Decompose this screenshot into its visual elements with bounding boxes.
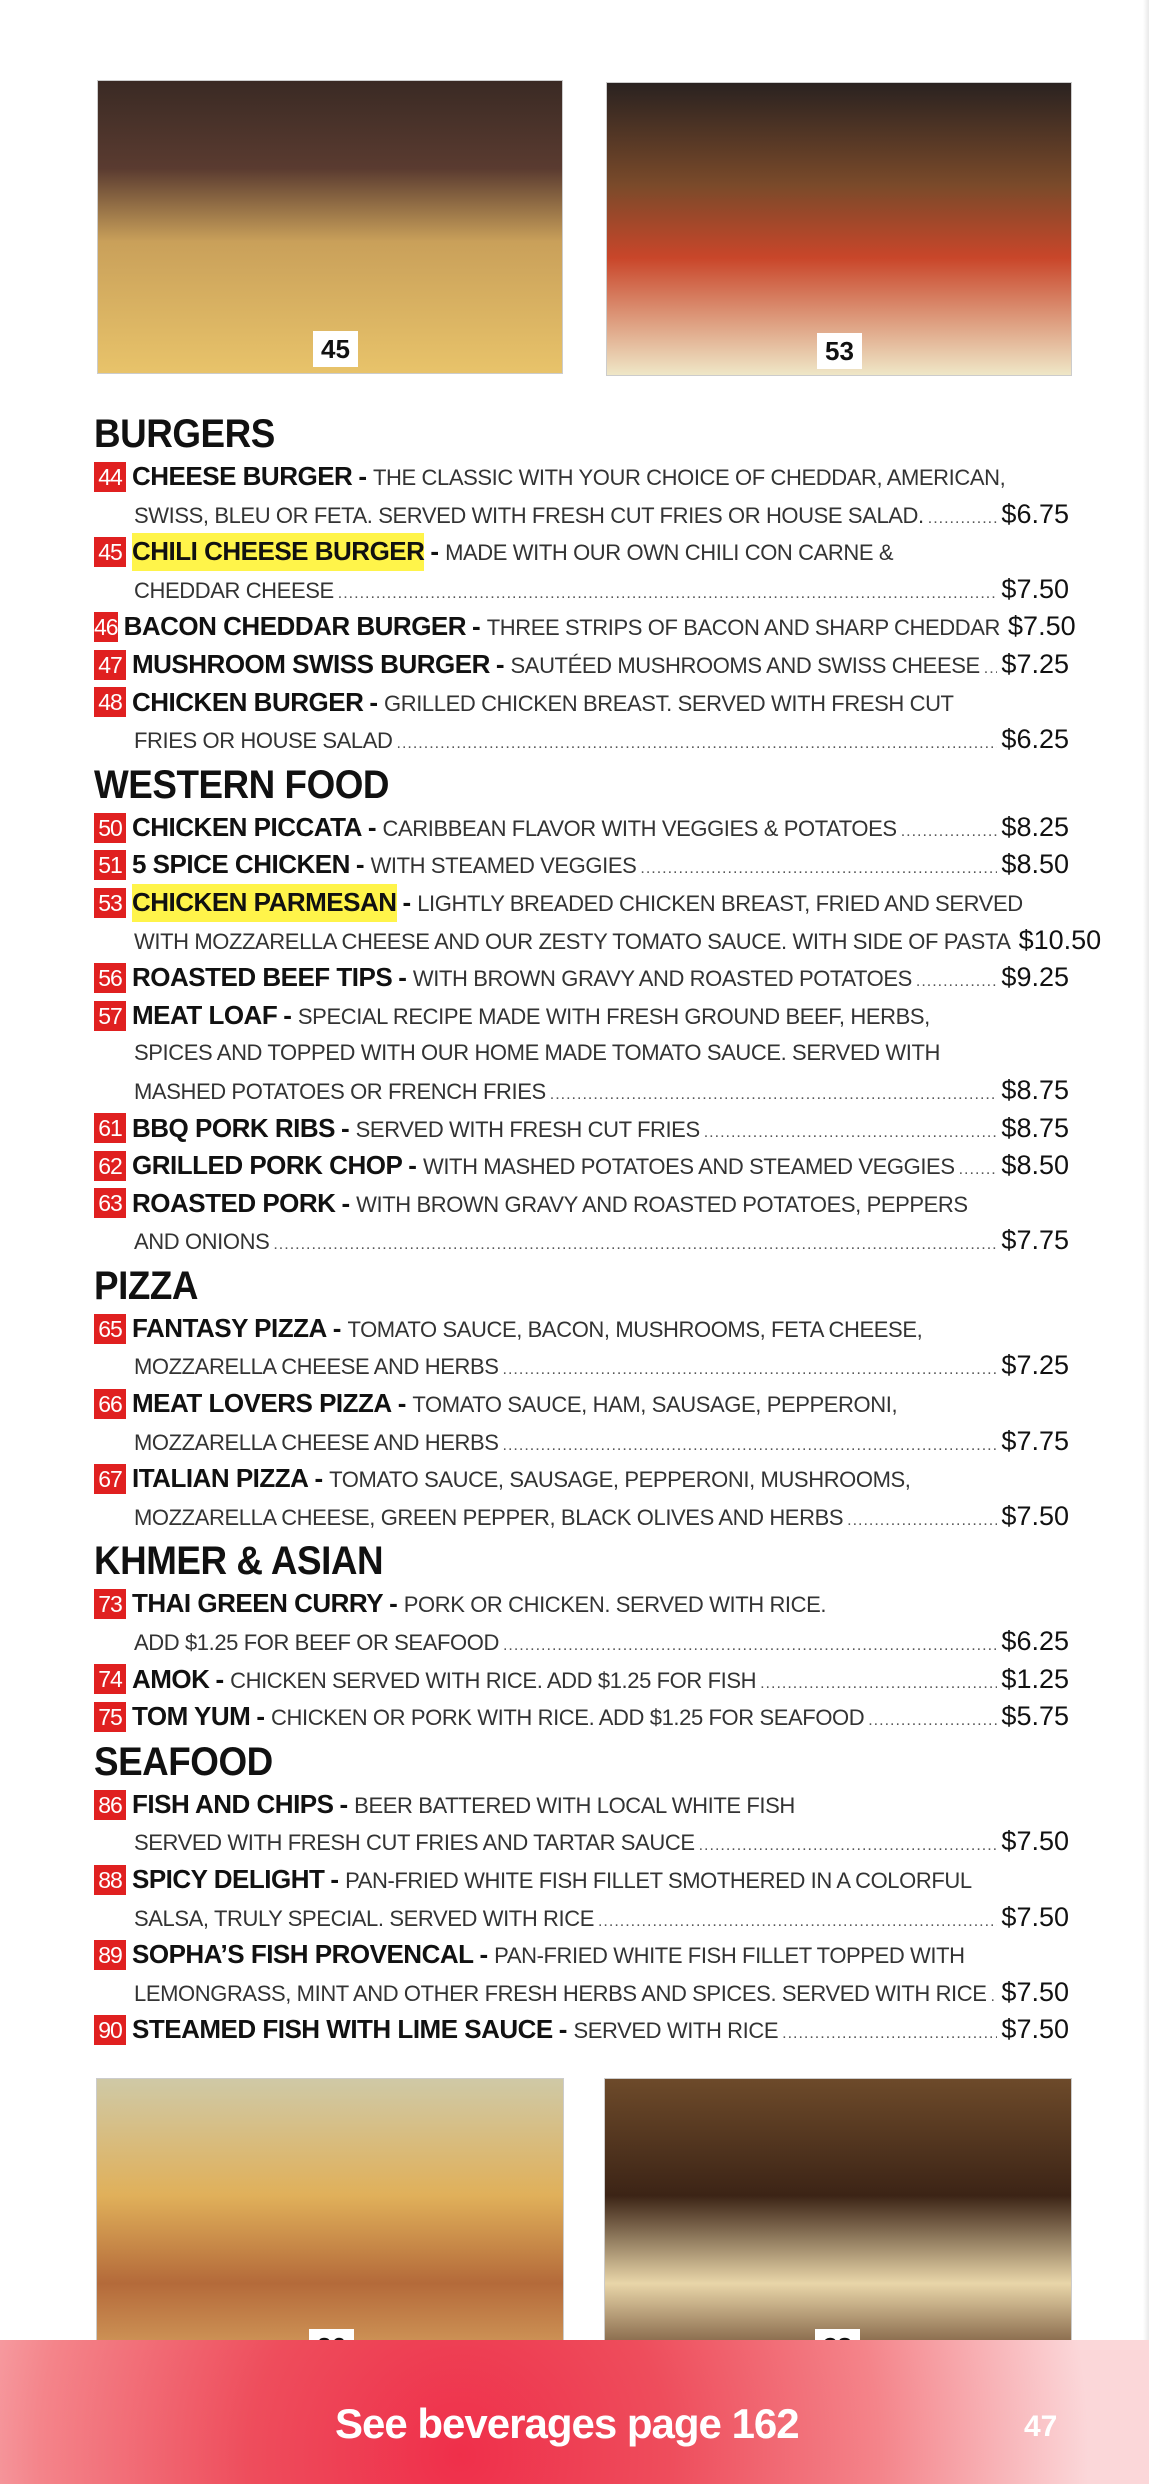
- menu-item: [94, 884, 1102, 959]
- dot-leader: [503, 1427, 998, 1465]
- menu-item-line: [94, 1185, 1069, 1223]
- name-separator: -: [330, 1864, 340, 1894]
- name-separator: -: [340, 1112, 350, 1143]
- menu-item-line: [94, 1661, 1069, 1699]
- item-number-badge: 75: [94, 1702, 126, 1732]
- name-separator: -: [358, 461, 367, 491]
- item-description: SPICES AND TOPPED WITH OUR HOME MADE TOMATO SAUCE. SERVED WITH: [134, 1040, 941, 1066]
- menu-item: [94, 1385, 1069, 1460]
- menu-item-line: [94, 496, 1069, 534]
- item-name: CHICKEN BURGER: [132, 686, 364, 717]
- item-description: CARIBBEAN FLAVOR WITH VEGGIES & POTATOES: [382, 815, 897, 841]
- menu-item-line: [94, 1861, 1069, 1899]
- item-description: LEMONGRASS, MINT AND OTHER FRESH HERBS AND SPICES. SERVED WITH RICE: [134, 1980, 987, 2006]
- item-description: SAUTÉED MUSHROOMS AND SWISS CHEESE: [510, 652, 980, 678]
- item-name: ROASTED BEEF TIPS: [132, 962, 393, 993]
- menu-item-line: [94, 884, 1069, 922]
- item-name: CHEESE BURGER: [132, 461, 353, 491]
- name-separator: -: [389, 1588, 398, 1619]
- item-price: $7.25: [1001, 648, 1069, 679]
- item-name: FISH AND CHIPS: [132, 1788, 334, 1819]
- item-price: $7.75: [1001, 1425, 1069, 1456]
- menu-item-line: [94, 1423, 1069, 1461]
- menu-item-line: [94, 1110, 1069, 1148]
- item-name: CHICKEN PICCATA: [132, 811, 362, 842]
- item-description: SWISS, BLEU OR FETA. SERVED WITH FRESH CUT FRIES OR HOUSE SALAD.: [134, 502, 924, 528]
- item-price: $7.50: [1001, 1901, 1069, 1932]
- item-price: $8.50: [1001, 849, 1069, 880]
- item-description: TOMATO SAUCE, HAM, SAUSAGE, PEPPERONI,: [412, 1392, 898, 1418]
- menu-item-line: [94, 1072, 1069, 1110]
- menu-item-line: [94, 959, 1069, 997]
- menu-item-line: [94, 1310, 1069, 1348]
- item-price: $7.50: [1001, 2014, 1069, 2045]
- item-number-badge: 44: [94, 462, 126, 492]
- dot-leader: [503, 1627, 997, 1665]
- item-name: THAI GREEN CURRY: [132, 1588, 384, 1619]
- item-number-badge: 61: [94, 1113, 126, 1143]
- footer-text: See beverages page 162: [335, 2400, 799, 2447]
- dot-leader: [868, 1702, 997, 1740]
- item-name: CHILI CHEESE BURGER: [132, 533, 424, 571]
- name-separator: -: [558, 2014, 568, 2045]
- item-number-badge: 50: [94, 813, 126, 843]
- menu-item: [94, 1861, 1069, 1936]
- item-name: MEAT LOVERS PIZZA: [132, 1388, 392, 1419]
- item-description: WITH MOZZARELLA CHEESE AND OUR ZESTY TOMATO SAUCE. WITH SIDE OF PASTA: [134, 928, 1011, 954]
- name-separator: -: [256, 1701, 265, 1732]
- item-price: $9.25: [1001, 962, 1069, 993]
- item-name: MEAT LOAF: [132, 999, 278, 1030]
- name-separator: -: [355, 849, 365, 880]
- menu-item: [94, 1185, 1069, 1260]
- dot-leader: [782, 2015, 997, 2053]
- item-price: $6.25: [1001, 1626, 1069, 1657]
- menu-item-line: [94, 533, 1069, 571]
- item-description: MADE WITH OUR OWN CHILI CON CARNE &: [445, 540, 894, 566]
- item-description: SERVED WITH FRESH CUT FRIES: [355, 1116, 700, 1142]
- menu-item-line: [94, 1698, 1069, 1736]
- item-price: $8.75: [1001, 1112, 1069, 1143]
- item-number-badge: 73: [94, 1589, 126, 1619]
- menu-item-line: [94, 1786, 1069, 1824]
- item-name: CHICKEN PARMESAN: [132, 884, 397, 922]
- menu-item-line: [94, 1147, 1069, 1185]
- dot-leader: [338, 575, 998, 613]
- menu-item-line: [94, 809, 1069, 847]
- name-separator: -: [430, 536, 440, 567]
- menu-item: [94, 1310, 1069, 1385]
- item-number-badge: 66: [94, 1389, 126, 1419]
- item-description: FRIES OR HOUSE SALAD: [134, 728, 393, 754]
- photo-badge: 45: [313, 331, 358, 367]
- name-separator: -: [479, 1939, 489, 1970]
- menu-item: [94, 1698, 1069, 1736]
- menu-item-line: [94, 1385, 1069, 1423]
- item-description: MASHED POTATOES OR FRENCH FRIES: [134, 1078, 546, 1104]
- item-description: WITH MASHED POTATOES AND STEAMED VEGGIES: [422, 1154, 955, 1180]
- dot-leader: [503, 1351, 998, 1389]
- item-description: SERVED WITH FRESH CUT FRIES AND TARTAR SAUCE: [134, 1830, 695, 1856]
- item-name: MUSHROOM SWISS BURGER: [132, 648, 490, 679]
- name-separator: -: [402, 886, 412, 917]
- item-description: CHICKEN OR PORK WITH RICE. ADD $1.25 FOR SEAFOOD: [271, 1705, 865, 1731]
- dot-leader: [847, 1502, 997, 1540]
- item-description: PORK OR CHICKEN. SERVED WITH RICE.: [403, 1592, 827, 1618]
- item-name: AMOK: [132, 1663, 210, 1694]
- dot-leader: [640, 850, 997, 888]
- item-name: SPICY DELIGHT: [132, 1864, 325, 1894]
- section-title: SEAFOOD: [94, 1739, 273, 1784]
- menu-item-line: [94, 1034, 1069, 1072]
- item-price: $7.50: [1001, 1826, 1069, 1857]
- name-separator: -: [339, 1788, 349, 1819]
- item-number-badge: 47: [94, 650, 126, 680]
- menu-item: [94, 608, 1076, 646]
- item-price: $1.25: [1001, 1663, 1069, 1694]
- dot-leader: [273, 1226, 997, 1264]
- item-price: $10.50: [1018, 924, 1102, 955]
- dot-leader: [550, 1076, 998, 1114]
- name-separator: -: [215, 1663, 225, 1694]
- item-price: $8.25: [1001, 811, 1069, 842]
- item-description: PAN-FRIED WHITE FISH FILLET SMOTHERED IN A COLORFUL: [345, 1868, 972, 1893]
- item-description: ADD $1.25 FOR BEEF OR SEAFOOD: [134, 1630, 499, 1656]
- menu-item: [94, 1661, 1069, 1699]
- item-description: SALSA, TRULY SPECIAL. SERVED WITH RICE: [134, 1905, 594, 1931]
- menu-item-line: [94, 608, 1076, 646]
- menu-item-line: [94, 1936, 1069, 1974]
- dot-leader: [397, 725, 998, 763]
- name-separator: -: [367, 811, 377, 842]
- menu-item: [94, 959, 1069, 997]
- photo-badge: 53: [817, 333, 862, 369]
- item-number-badge: 62: [94, 1151, 126, 1181]
- name-separator: -: [314, 1463, 324, 1494]
- menu-item-line: [94, 1974, 1069, 2012]
- item-description: WITH STEAMED VEGGIES: [370, 853, 637, 879]
- dot-leader: [598, 1903, 997, 1941]
- item-description: THREE STRIPS OF BACON AND SHARP CHEDDAR: [486, 615, 1001, 641]
- menu-item-line: [94, 2011, 1069, 2049]
- menu-item-line: [94, 1498, 1069, 1536]
- menu-item: [94, 533, 1069, 608]
- section-title: KHMER & ASIAN: [94, 1539, 384, 1584]
- item-description: THE CLASSIC WITH YOUR CHOICE OF CHEDDAR, AMERICAN,: [373, 465, 1006, 490]
- menu-item: [94, 1147, 1069, 1185]
- item-description: GRILLED CHICKEN BREAST. SERVED WITH FRESH CUT: [384, 690, 954, 716]
- item-price: $7.50: [1001, 573, 1069, 604]
- menu-item-line: [94, 458, 1069, 496]
- dot-leader: [916, 963, 998, 1001]
- dot-leader: [760, 1665, 997, 1703]
- item-number-badge: 57: [94, 1001, 126, 1031]
- item-description: CHICKEN SERVED WITH RICE. ADD $1.25 FOR FISH: [230, 1667, 757, 1693]
- item-number-badge: 65: [94, 1314, 126, 1344]
- menu-item: [94, 1936, 1069, 2011]
- item-description: WITH BROWN GRAVY AND ROASTED POTATOES: [412, 966, 912, 992]
- item-number-badge: 48: [94, 687, 126, 717]
- menu-item-line: [94, 846, 1069, 884]
- item-number-badge: 74: [94, 1664, 126, 1694]
- menu-item: [94, 646, 1069, 684]
- menu-item: [94, 1110, 1069, 1148]
- section-title: WESTERN FOOD: [94, 762, 390, 807]
- item-name: FANTASY PIZZA: [132, 1312, 327, 1343]
- menu-item-line: [94, 1899, 1069, 1937]
- item-name: GRILLED PORK CHOP: [132, 1150, 403, 1181]
- menu-item-line: [94, 1460, 1069, 1498]
- item-description: MOZZARELLA CHEESE AND HERBS: [134, 1354, 499, 1380]
- item-number-badge: 45: [94, 537, 126, 567]
- name-separator: -: [369, 686, 379, 717]
- item-description: SPECIAL RECIPE MADE WITH FRESH GROUND BEEF, HERBS,: [297, 1003, 930, 1029]
- item-price: $7.75: [1001, 1225, 1069, 1256]
- item-price: $8.75: [1001, 1074, 1069, 1105]
- item-number-badge: 63: [94, 1188, 126, 1218]
- menu-item-line: [94, 646, 1069, 684]
- club-sandwich-photo: [96, 2078, 564, 2372]
- item-description: CHEDDAR CHEESE: [134, 577, 334, 603]
- menu-item: [94, 1786, 1069, 1861]
- item-number-badge: 51: [94, 850, 126, 880]
- menu-item-line: [94, 721, 1069, 759]
- item-description: LIGHTLY BREADED CHICKEN BREAST, FRIED AND SERVED: [417, 890, 1023, 916]
- menu-item-line: [94, 1585, 1069, 1623]
- menu-item: [94, 458, 1069, 533]
- item-number-badge: 86: [94, 1790, 126, 1820]
- dot-leader: [991, 1978, 998, 2016]
- item-number-badge: 88: [94, 1865, 126, 1895]
- name-separator: -: [397, 1388, 407, 1419]
- item-name: BACON CHEDDAR BURGER: [123, 611, 467, 642]
- menu-item-line: [94, 1623, 1069, 1661]
- menu-item-line: [94, 571, 1069, 609]
- page-edge: [1143, 0, 1149, 2484]
- name-separator: -: [332, 1312, 342, 1343]
- item-number-badge: 89: [94, 1940, 126, 1970]
- item-name: ROASTED PORK: [132, 1187, 336, 1218]
- chicken-parmesan-photo: [606, 82, 1072, 376]
- item-name: TOM YUM: [132, 1701, 251, 1732]
- item-description: WITH BROWN GRAVY AND ROASTED POTATOES, PEPPERS: [356, 1191, 968, 1217]
- dot-leader: [984, 650, 998, 688]
- item-description: MOZZARELLA CHEESE, GREEN PEPPER, BLACK OLIVES AND HERBS: [134, 1504, 844, 1530]
- item-price: $6.75: [1001, 498, 1069, 529]
- item-name: ITALIAN PIZZA: [132, 1463, 309, 1494]
- menu-item-line: [94, 1222, 1069, 1260]
- menu-item: [94, 1460, 1069, 1535]
- menu-item: [94, 846, 1069, 884]
- item-description: BEER BATTERED WITH LOCAL WHITE FISH: [354, 1792, 795, 1818]
- burger-photo: [97, 80, 563, 374]
- item-number-badge: 56: [94, 963, 126, 993]
- menu-item-line: [94, 684, 1069, 722]
- item-price: $7.50: [1008, 611, 1076, 642]
- dot-leader: [901, 813, 998, 851]
- menu-item-line: [94, 922, 1102, 960]
- name-separator: -: [283, 999, 292, 1030]
- item-number-badge: 67: [94, 1464, 126, 1494]
- item-price: $5.75: [1001, 1701, 1069, 1732]
- item-number-badge: 53: [94, 888, 126, 918]
- item-name: BBQ PORK RIBS: [132, 1112, 335, 1143]
- menu-item-line: [94, 1823, 1069, 1861]
- menu-item: [94, 684, 1069, 759]
- name-separator: -: [408, 1150, 417, 1181]
- page-number: 47: [1024, 2410, 1058, 2443]
- item-price: $7.50: [1001, 1500, 1069, 1531]
- item-description: MOZZARELLA CHEESE AND HERBS: [134, 1429, 499, 1455]
- menu-item: [94, 809, 1069, 847]
- item-description: AND ONIONS: [134, 1229, 270, 1255]
- dot-leader: [699, 1827, 998, 1865]
- dot-leader: [928, 500, 998, 538]
- item-number-badge: 90: [94, 2015, 126, 2045]
- menu-list: [94, 408, 1102, 2049]
- menu-item: [94, 1585, 1069, 1660]
- section-title: BURGERS: [94, 412, 275, 456]
- item-price: $7.50: [1001, 1976, 1069, 2007]
- item-name: 5 SPICE CHICKEN: [132, 849, 350, 880]
- lasagna-photo: [604, 2078, 1072, 2372]
- name-separator: -: [472, 611, 481, 642]
- item-description: TOMATO SAUCE, BACON, MUSHROOMS, FETA CHEESE,: [347, 1316, 923, 1342]
- menu-item: [94, 2011, 1069, 2049]
- item-description: TOMATO SAUCE, SAUSAGE, PEPPERONI, MUSHROOMS,: [329, 1467, 911, 1493]
- name-separator: -: [398, 962, 407, 993]
- item-description: SERVED WITH RICE: [573, 2018, 779, 2044]
- name-separator: -: [341, 1187, 351, 1218]
- menu-item: [94, 997, 1069, 1110]
- menu-item-line: [94, 997, 1069, 1035]
- item-price: $7.25: [1001, 1350, 1069, 1381]
- item-name: STEAMED FISH WITH LIME SAUCE: [132, 2014, 553, 2045]
- item-description: PAN-FRIED WHITE FISH FILLET TOPPED WITH: [494, 1943, 965, 1969]
- dot-leader: [959, 1151, 998, 1189]
- item-number-badge: 46: [94, 614, 118, 641]
- dot-leader: [704, 1114, 998, 1152]
- item-price: $8.50: [1001, 1150, 1069, 1181]
- item-price: $6.25: [1001, 724, 1069, 755]
- name-separator: -: [495, 648, 505, 679]
- menu-item-line: [94, 1347, 1069, 1385]
- item-name: SOPHA’S FISH PROVENCAL: [132, 1939, 474, 1970]
- section-title: PIZZA: [94, 1263, 199, 1308]
